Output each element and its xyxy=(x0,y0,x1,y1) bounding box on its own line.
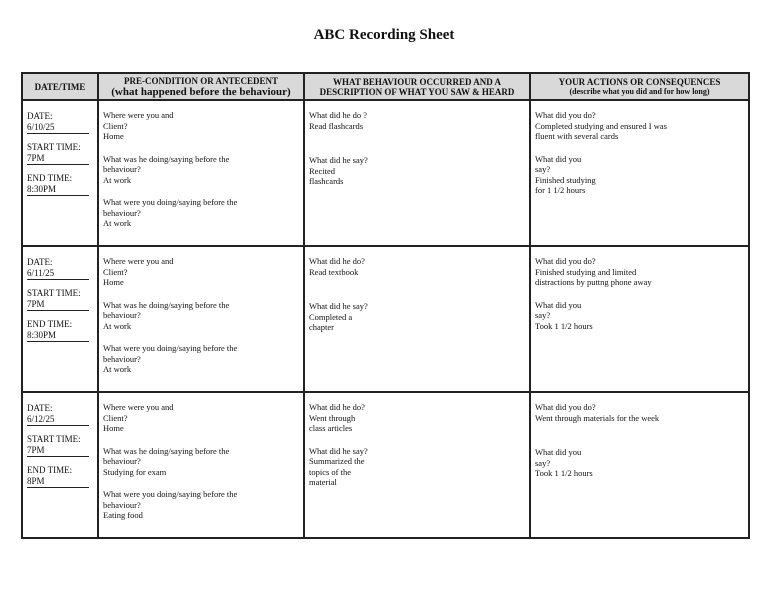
header-antecedent: PRE-CONDITION OR ANTECEDENT (what happened before the behaviour) xyxy=(98,73,304,100)
answer-line: Read flashcards xyxy=(309,120,364,131)
end-time-field-label: END TIME: xyxy=(27,319,73,329)
page-title: ABC Recording Sheet xyxy=(313,27,455,43)
table-row xyxy=(22,246,749,392)
antecedent-cell xyxy=(98,100,304,246)
question-you-say: What did you xyxy=(535,153,582,164)
text-line: Where were you and xyxy=(103,256,174,266)
answer-he-doing: At work xyxy=(103,320,132,331)
question-you-say: say? xyxy=(535,310,551,320)
answer-line: Took 1 1/2 hours xyxy=(535,320,593,331)
question-he-do: What did he do ? xyxy=(309,110,368,120)
start-time-field xyxy=(27,434,89,457)
answer-line: Went through xyxy=(309,412,356,423)
spacer xyxy=(535,435,748,447)
answer-line: fluent with several cards xyxy=(535,131,619,141)
text-line: What was he doing/saying before the xyxy=(103,153,230,164)
spacer xyxy=(535,142,748,154)
answer-you-doing: At work xyxy=(103,218,132,228)
question-he-say: What did he say? xyxy=(309,301,368,311)
answer-line: Completed a xyxy=(309,311,353,322)
question-you-do: What did you do? xyxy=(535,110,596,120)
spacer xyxy=(103,331,303,343)
question-you-do: What did you do? xyxy=(535,402,596,412)
date-field-value: 6/10/25 xyxy=(27,121,55,132)
question-you-say: say? xyxy=(535,457,551,468)
spacer xyxy=(309,143,529,155)
date-field-label: DATE: xyxy=(27,403,53,413)
antecedent-cell xyxy=(98,246,304,392)
date-field-value: 6/11/25 xyxy=(27,267,55,278)
answer-you-doing: At work xyxy=(103,364,132,374)
start-time-field-label: START TIME: xyxy=(27,434,81,444)
answer-line: class articles xyxy=(309,423,353,433)
header-actions: YOUR ACTIONS OR CONSEQUENCES (describe what you did and for how long) xyxy=(530,73,749,100)
text-line: Where were you and xyxy=(103,110,174,120)
text-line: What were you doing/saying before the xyxy=(103,489,238,499)
date-field-value: 6/12/25 xyxy=(27,413,55,424)
spacer xyxy=(103,185,303,197)
answer-he-doing: At work xyxy=(103,174,132,185)
answer-where: Home xyxy=(103,277,124,287)
end-time-field-label: END TIME: xyxy=(27,465,73,475)
answer-line: flashcards xyxy=(309,176,344,186)
answer-line: Completed studying and ensured I was xyxy=(535,120,667,131)
end-time-field-value: 8:30PM xyxy=(27,183,57,194)
question-he-say: What did he say? xyxy=(309,445,368,456)
question-you-do: What did you do? xyxy=(535,256,596,266)
answer-he-doing: Studying for exam xyxy=(103,466,167,477)
text-line: Client? xyxy=(103,120,128,131)
start-time-field-value: 7PM xyxy=(27,444,45,455)
answer-where: Home xyxy=(103,423,124,433)
end-time-field xyxy=(27,173,89,196)
answer-where: Home xyxy=(103,131,124,141)
actions-cell xyxy=(530,392,749,538)
spacer xyxy=(309,131,529,143)
text-line: What was he doing/saying before the xyxy=(103,445,230,456)
end-time-field-value: 8:30PM xyxy=(27,329,57,340)
datetime-cell xyxy=(22,100,98,246)
answer-line: Summarized the xyxy=(309,456,365,466)
answer-line: Read textbook xyxy=(309,266,359,277)
text-line: behaviour? xyxy=(103,353,141,364)
question-he-do: What did he do? xyxy=(309,402,365,412)
table-row xyxy=(22,392,749,538)
answer-line: distractions by puttng phone away xyxy=(535,277,652,287)
start-time-field xyxy=(27,142,89,165)
spacer xyxy=(309,277,529,289)
datetime-cell xyxy=(22,246,98,392)
date-field xyxy=(27,111,89,134)
answer-line: Took 1 1/2 hours xyxy=(535,468,593,478)
date-field-label: DATE: xyxy=(27,111,53,121)
answer-line: for 1 1/2 hours xyxy=(535,185,586,195)
text-line: behaviour? xyxy=(103,310,141,320)
table-row xyxy=(22,100,749,246)
spacer xyxy=(309,289,529,301)
end-time-field-label: END TIME: xyxy=(27,173,73,183)
start-time-field-value: 7PM xyxy=(27,152,45,163)
text-line: Client? xyxy=(103,266,128,277)
date-field xyxy=(27,257,89,280)
header-datetime: DATE/TIME xyxy=(22,73,98,100)
question-he-say: What did he say? xyxy=(309,155,368,165)
spacer xyxy=(103,477,303,489)
answer-line: Finished studying and limited xyxy=(535,266,637,277)
answer-line: material xyxy=(309,477,337,487)
answer-line: chapter xyxy=(309,322,335,332)
question-he-do: What did he do? xyxy=(309,256,365,266)
text-line: What was he doing/saying before the xyxy=(103,299,230,310)
spacer xyxy=(535,288,748,300)
actions-cell xyxy=(530,246,749,392)
end-time-field xyxy=(27,319,89,342)
header-row xyxy=(22,73,749,100)
text-line: What were you doing/saying before the xyxy=(103,343,238,353)
datetime-cell xyxy=(22,392,98,538)
start-time-field-label: START TIME: xyxy=(27,142,81,152)
start-time-field xyxy=(27,288,89,311)
spacer xyxy=(103,288,303,300)
behaviour-cell xyxy=(304,100,530,246)
answer-line: topics of the xyxy=(309,466,352,477)
answer-line: Finished studying xyxy=(535,174,596,185)
answer-you-doing: Eating food xyxy=(103,510,143,520)
text-line: behaviour? xyxy=(103,456,141,466)
text-line: behaviour? xyxy=(103,164,141,174)
text-line: Where were you and xyxy=(103,402,174,412)
question-you-say: say? xyxy=(535,164,551,174)
text-line: What were you doing/saying before the xyxy=(103,197,238,207)
start-time-field-label: START TIME: xyxy=(27,288,81,298)
actions-cell xyxy=(530,100,749,246)
text-line: behaviour? xyxy=(103,207,141,218)
answer-line: Went through materials for the week xyxy=(535,412,660,423)
spacer xyxy=(535,423,748,435)
spacer xyxy=(309,434,529,446)
behaviour-cell xyxy=(304,392,530,538)
text-line: Client? xyxy=(103,412,128,423)
end-time-field xyxy=(27,465,89,488)
date-field xyxy=(27,403,89,426)
spacer xyxy=(103,142,303,154)
end-time-field-value: 8PM xyxy=(27,475,45,486)
behaviour-cell xyxy=(304,246,530,392)
question-you-say: What did you xyxy=(535,447,582,457)
spacer xyxy=(103,434,303,446)
abc-table xyxy=(21,72,750,539)
antecedent-cell xyxy=(98,392,304,538)
header-behaviour: WHAT BEHAVIOUR OCCURRED AND A DESCRIPTION OF WHAT YOU SAW & HEARD xyxy=(304,73,530,100)
answer-line: Recited xyxy=(309,165,335,176)
start-time-field-value: 7PM xyxy=(27,298,45,309)
question-you-say: What did you xyxy=(535,299,582,310)
text-line: behaviour? xyxy=(103,499,141,510)
date-field-label: DATE: xyxy=(27,257,53,267)
